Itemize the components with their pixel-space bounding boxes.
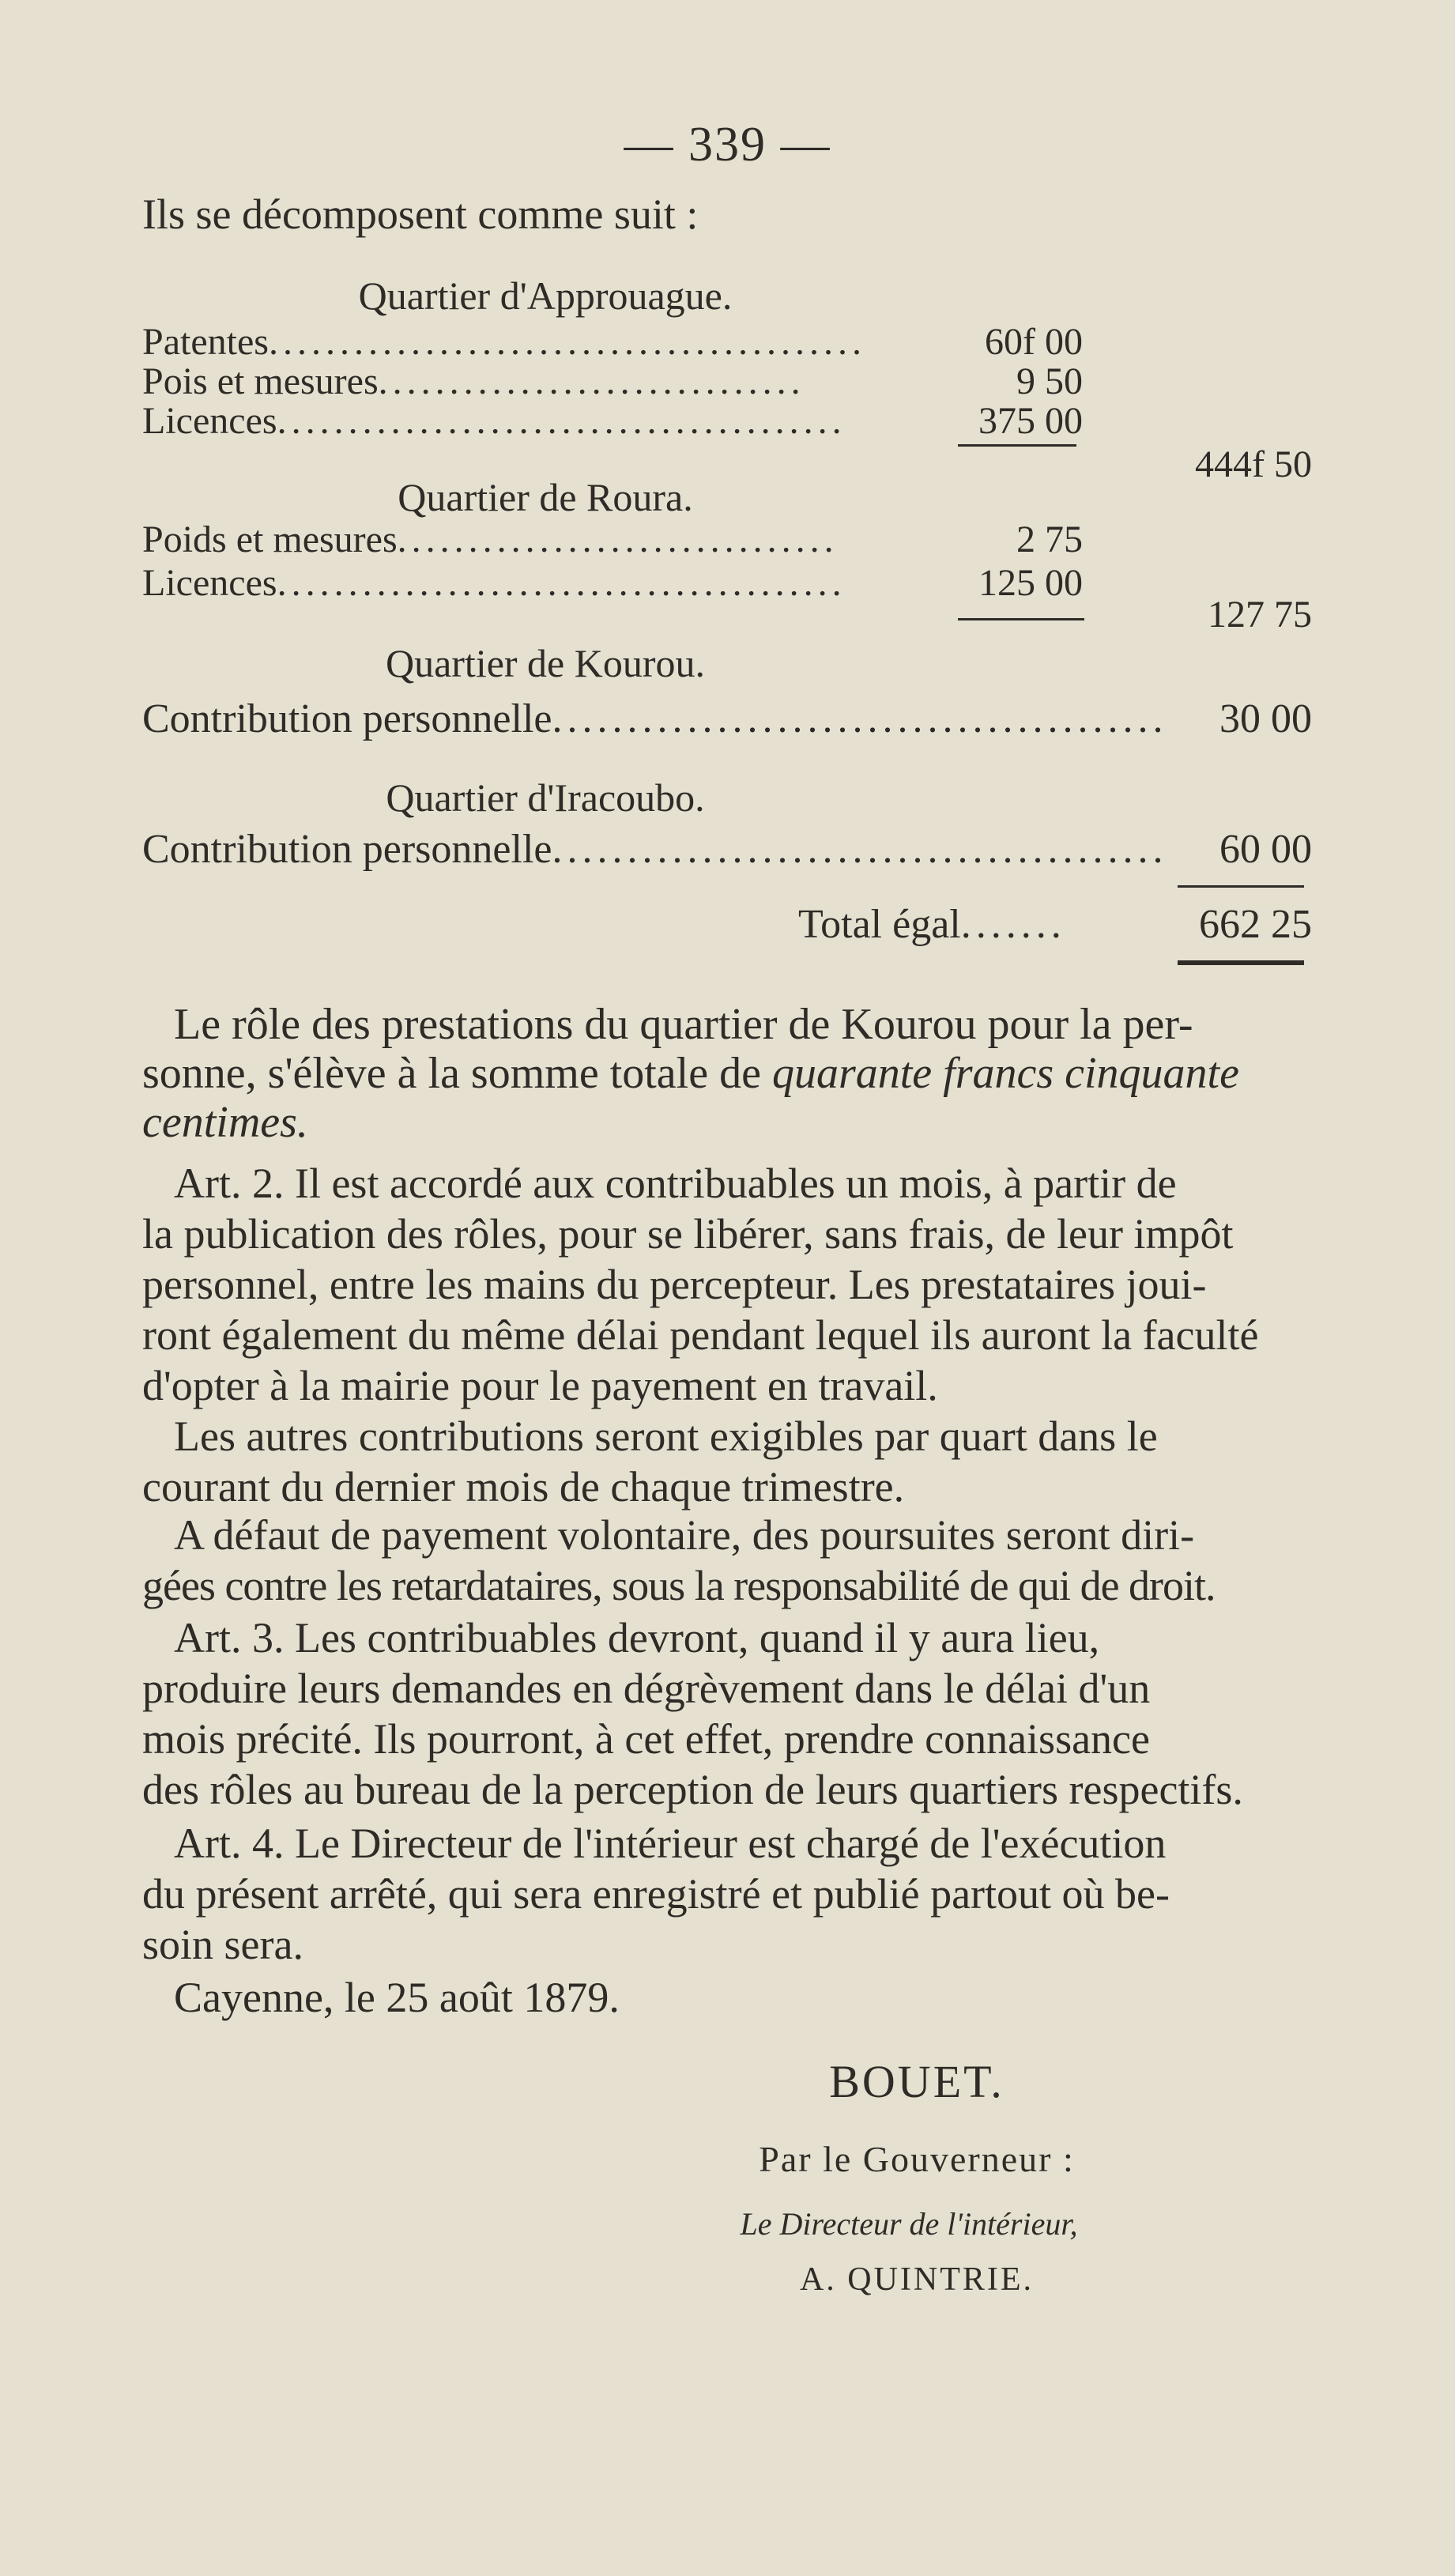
total-rule — [1178, 885, 1304, 888]
row-amount: 60f 00 — [985, 321, 1083, 363]
section-heading-kourou: Quartier de Kourou. — [385, 641, 706, 685]
paragraph-kourou: Le rôle des prestations du quartier de Kourou pour la per- sonne, s'élève à la somme totale de quarante francs cinquante centimes. — [142, 1000, 1239, 1147]
paragraph-exigibles: Les autres contributions seront exigibles par quart dans le courant du dernier mois de chaque trimestre. — [142, 1412, 1158, 1511]
section-heading-roura: Quartier de Roura. — [398, 475, 693, 519]
row-label: Pois et mesures.............................. — [142, 360, 805, 402]
signature-title: Le Directeur de l'intérieur, — [740, 2206, 1078, 2242]
section-heading-iracoubo: Quartier d'Iracoubo. — [386, 775, 705, 820]
signature-signer: A. QUINTRIE. — [799, 2261, 1035, 2298]
section-total: 444f 50 — [1195, 443, 1312, 485]
row-label: Contribution personnelle......................................... — [142, 827, 1168, 872]
grand-total-label: Total égal....... — [798, 902, 1066, 947]
section-heading-approuague: Quartier d'Approuague. — [358, 273, 733, 318]
row-label: Licences........................................ — [142, 400, 846, 442]
grand-total-amount: 662 25 — [1199, 902, 1312, 947]
subtotal-rule — [958, 444, 1076, 447]
row-label: Licences........................................ — [142, 562, 846, 604]
subtotal-rule — [958, 618, 1084, 620]
row-amount: 375 00 — [978, 400, 1083, 442]
signature-by: Par le Gouverneur : — [759, 2139, 1075, 2179]
section-total: 127 75 — [1208, 594, 1312, 636]
row-label: Poids et mesures............................... — [142, 519, 839, 560]
place-date: Cayenne, le 25 août 1879. — [174, 1974, 620, 2021]
row-amount: 2 75 — [1016, 519, 1083, 560]
page-number: — 339 — — [624, 118, 831, 172]
paragraph-article-3: Art. 3. Les contribuables devront, quand il y aura lieu, produire leurs demandes en dégrèvement dans le délai d'un mois précité. Ils pourront, à cet effet, prendre connaissance des rôles au bureau de la perception de leurs quartiers respectifs. — [142, 1614, 1243, 1813]
row-label: Contribution personnelle......................................... — [142, 696, 1168, 741]
row-label: Patentes.......................................... — [142, 321, 866, 363]
total-double-rule — [1178, 960, 1304, 965]
paragraph-poursuites: A défaut de payement volontaire, des poursuites seront diri- gées contre les retardataires, sous la responsabilité de qui de droit. — [142, 1511, 1216, 1609]
row-amount: 30 00 — [1219, 696, 1312, 741]
row-amount: 125 00 — [978, 562, 1083, 604]
row-amount: 60 00 — [1219, 827, 1312, 872]
signature-name: BOUET. — [829, 2056, 1005, 2107]
paragraph-article-4: Art. 4. Le Directeur de l'intérieur est chargé de l'exécution du présent arrêté, qui sera enregistré et publié partout où be- soin sera. — [142, 1820, 1170, 1968]
intro-line: Ils se décomposent comme suit : — [142, 190, 699, 238]
row-amount: 9 50 — [1016, 360, 1083, 402]
paragraph-article-2: Art. 2. Il est accordé aux contribuables un mois, à partir de la publication des rôles, pour se libérer, sans frais, de leur impôt personnel, entre les mains du percepteur. Les prestataires joui- ront également du même délai pendant lequel ils auront la faculté d'opter à la mairie pour le payement en travail. — [142, 1160, 1259, 1409]
